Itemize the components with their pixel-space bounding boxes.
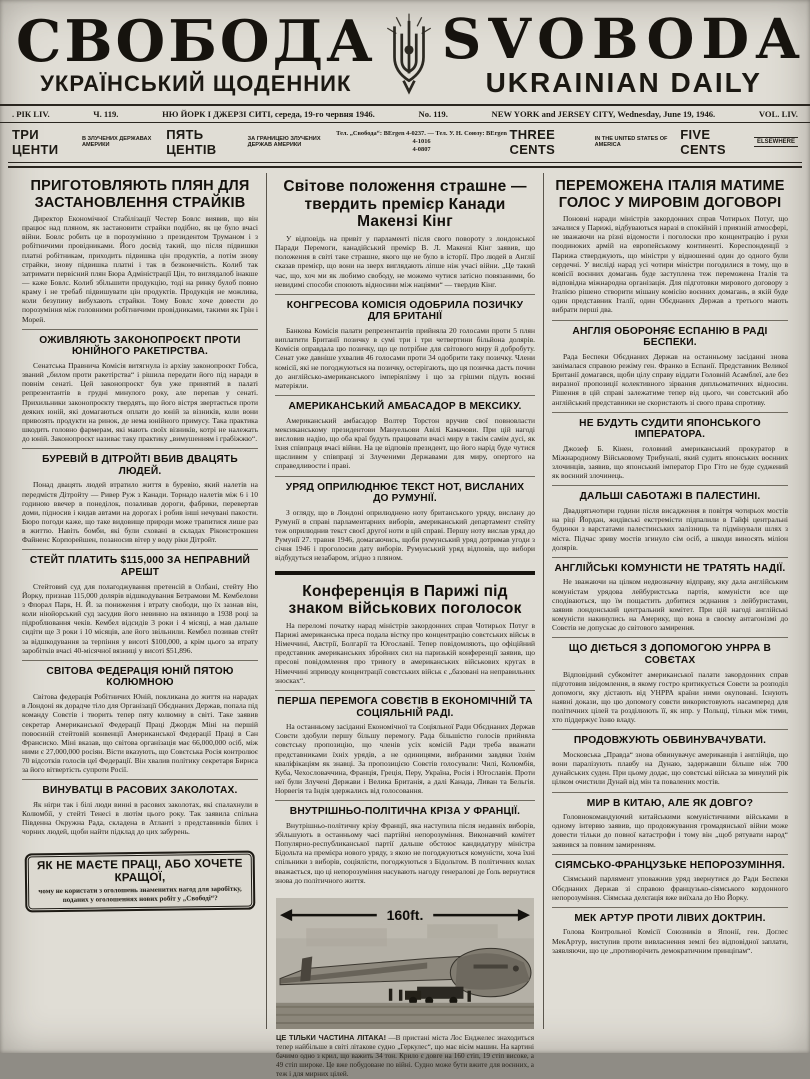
article-body: Понад двацять людей втратило життя в буревію, який налетів на передмістя Дітройту — Ривер Руж з Канади. Торнадо налетів між 6 і 10 годиною ввечер в понеділок, позаливав дороги, фабрики, перевертав доми, підносив і кидав автами на дорогах і робив інші нечувані пакости. Бюро погоди каже, що таке видовище природи може трапитися лише раз в життю. Навіть бомби, які були сховані в складах Ріконстрокшен Файненс Корпорейшен, позаносив вітер у воду ріки Дітройт. — [22, 480, 258, 545]
article-body: Сенатська Правнича Комісія витягнула із архіву законопроєкт Гобса, званий „билом проти ракетірства“ і рішила передати його під наради в повнім сенаті. Цей законопроєкт був уже принятий в палаті репрезентантів в грудні минулого року, але перепав у сенаті. Прихильники законопроєкту твердять, що його вістря звертається проти деяких юній, які домагаються оплати до юній за візників, коли вони привозять продукти на ринок, де нема юнійного примусу. Така практика шкодить головно фармерам, які мають своїх візників, котрі не належать до юній. Законопроєкт називає таку практику „вимушенням і грабіжжю“. — [22, 360, 258, 444]
article — [22, 448, 258, 549]
tryzub-trident-icon — [380, 10, 438, 102]
article-columns — [0, 168, 810, 1078]
article-body: Банкова Комісія палати репрезентантів прийняла 20 голосами проти 5 плян виплатити Британії позичку в сумі три і три четвертини більйона долярів. Комісія оправдала цю позичку, що це потрібне для світового миру й добробуту. Сенат уже давніше ухвалив 46 голосами проти 34 одобрити таку позичку. Члени комісії, які не погоджуються на позичку, остерігають, що ця позичка дасть почин до англійсько-американського імперіялізму і що за грішми підуть воєнні матеріяли. — [275, 326, 535, 390]
article — [275, 571, 535, 690]
photo-caption-lead: ЦЕ ТІЛЬКИ ЧАСТИНА ЛІТАКА! — [276, 1032, 387, 1042]
volume-english: VOL. LIV. — [758, 109, 798, 119]
masthead — [0, 0, 810, 104]
article-headline: ВИНУВАТЦІ В РАСОВИХ ЗАКОЛОТАХ. — [42, 785, 238, 797]
article — [22, 779, 258, 841]
article — [275, 173, 535, 294]
article-headline: АНГЛІЙСЬКІ КОМУНІСТИ НЕ ТРАТЯТЬ НАДІЇ. — [554, 562, 786, 574]
article-headline: ОЖИВЛЯЮТЬ ЗАКОНОПРОЄКТ ПРОТИ ЮНІЙНОГО РАКЕТІРСТВА. — [39, 334, 241, 358]
newspaper-title-ukrainian: СВОБОДА — [16, 7, 376, 75]
article — [552, 173, 788, 320]
elsewhere-label: ELSEWHERE — [754, 137, 798, 147]
issue-number-ukrainian: Ч. 119. — [93, 109, 119, 119]
left-column — [14, 173, 266, 1029]
article-headline: АНГЛІЯ ОБОРОНЯЄ ЕСПАНІЮ В РАДІ БЕСПЕКИ. — [572, 325, 768, 349]
article-body: На останньому засіданні Економічної та Соціяльної Ради Обєднаних Держав Совєти здобули першу більшу перемогу. Рада більшістю голосів прийняла совєтську пропозицію, що членів усіх комісій Ради треба вважати представниками їхніх урядів, а не одиницями, вибраними завдяки їхнім кваліфікаціям як знавці. За пропозицією Совєтів голосували: Чилі, Колюмбія, Куба, Чехословаччина, Франція, Греція, Перу, Україна, Росія і Югославія. Проти неї були Злучені Держави і Велика Британія, а далі Канада, Ливан та Бельгія. Норвегія та Індія здержались від голосовання. — [275, 722, 535, 796]
classified-ad-box — [25, 850, 256, 911]
article-headline: НЕ БУДУТЬ СУДИТИ ЯПОНСЬКОГО ІМПЕРАТОРА. — [579, 417, 761, 441]
article — [275, 690, 535, 800]
article-headline: СВІТОВА ФЕДЕРАЦІЯ ЮНІЙ ПЯТОЮ КОЛЮМНОЮ — [46, 665, 234, 689]
priceline — [0, 123, 810, 162]
article-body: Не зважаючи на цілком недвозначну відправу, яку дала англійським комуністам урядова лейбуристська партія, комуністи все ще сподіваються, що їм пощастить добитися зєднання з лейбуристами, заявив лондонський центральний комітет. При цій нагоді англійські комуністи накинулись на Америку, що вона в своєму антагонізмі до Совєтів не допускає до світового замирення. — [552, 577, 788, 633]
article-body: Стейтовий суд для полагоджування претенсій в Олбані, стейту Ню Йорку, признав 115,000 долярів відшкодування Бетрамови М. Кембелови з Флорал Парк, Н. Й. за пониження і втрату свободи, що їх зазнав він, коли ніюйорський суд засудив його невинно на вязницю в 1938 році за підроблювання чеків. Кембел відсидів 3 роки і 4 місяці, а мав дальше сидіти ще 3 роки і 10 місяців, але його звільнили. Кембел позивав стейт за відшкодування за терпіння у висоті $100,000, а крім цього за втрату заробітків вчасі 40-місячної вязниці у висоті $51,896. — [22, 581, 258, 655]
article — [275, 476, 535, 568]
right-column — [544, 173, 796, 1029]
price-three-cents-en: THREE CENTS IN THE UNITED STATES OF AMERICA — [509, 127, 668, 157]
article — [552, 637, 788, 729]
article-body: У відповідь на привіт у парламенті після свого повороту з лондонської Паради Перемоги, канадійський премієр В. Л. Макензі Кінг заявив, що положення в світі таке страшне, якого ще не було в історії. Про людей в Англії сказав премієр, що вони на зверх виглядають ліпше ніж учасі війни. „Це такий час, що, хоч ми як любимо свободу, не можемо чутися затісно повязаними, бо невидимі способи споюють відносини між націями“ — твердив Кінг. — [275, 233, 535, 289]
article-body: Директор Економічної Стабілізації Честер Бовлс виявив, що він працює над пляном, як застановити страйки подібно, як це було вчасі війни. Бовлс робить це в порозумінню з президентом Труманом і з робітничими провідниками. Його досвід такий, що після підвишки платні робітникам, приходить підвишка цін продуктів, а потім знову страйки, знову підвишка платні і так в безконечність. Колиб так затримати первісний плян Бюра Адміністрації Цін, то виглядалоб інакше — каже Бовлс. Колиб збільшити продукцію, тоді на ринку булоб повно краму і не требаб підвишувати цін продуктів. Продукція не можлива, коли безупину вибухають страйки. Тому Бовлс хоче довести до порозуміння між головними робітничими провідниками, такими як Грін і Морей. — [22, 214, 258, 324]
article — [552, 792, 788, 854]
article-body: На переломі початку нарад міністрів закордонних справ Чотирьох Потуг в Парижі американська преса подала вістку про концентрацію совєтських військ в Німеччині, Австрії, Болгарії та Югославії. Тепер повідомляють, що офіційний представник американських збройних сил на паризькій конференції заявив, що пресові повідомлення про тривогу в американських військових кругах в Німеччині зприводу концентрації совєтських військ є „базовані на неправильних зносках“. — [275, 620, 535, 685]
article-headline: КОНГРЕСОВА КОМІСІЯ ОДОБРИЛА ПОЗИЧКУ ДЛЯ БРИТАНІЇ — [286, 299, 524, 323]
article-headline: ВНУТРІШНЬО-ПОЛІТИЧНА КРІЗА У ФРАНЦІЇ. — [289, 806, 521, 818]
article — [552, 320, 788, 412]
article-headline: МИР В КИТАЮ, АЛЕ ЯК ДОВГО? — [586, 797, 754, 809]
newspaper-subtitle-ukrainian: УКРАЇНСЬКИЙ ЩОДЕННИК — [40, 71, 352, 97]
article — [22, 173, 258, 329]
photo-caption-text: —В пристані міста Лос Енджелес знаходиться тепер найбільше в світі літакове судно „Геркулес“, що має вісім машин. На картині бачимо одно з крил, що важить 34 тон. Крило є довге на 160 стіп, 19 стіп високе, а 49 стіп широке. Це вже побудоване по війні. Судно може бути вжите для воєнних, а теж і для мирних цілей. — [276, 1033, 535, 1078]
article-body: Головнокомандуючий китайськими комуністичними військами в одному інтервю заявив, що продовжування громадянської війни може довести тільки до повної катастрофи і тому він „щоб рятувати народ“ заявився за повним замиренням. — [552, 812, 788, 849]
article-headline: ПЕРША ПЕРЕМОГА СОВЄТІВ В ЕКОНОМІЧНІЙ ТА СОЦІЯЛЬНІЙ РАДІ. — [277, 695, 533, 719]
price-five-cents-en: FIVE CENTS ELSEWHERE — [680, 127, 798, 157]
newspaper-title-english: SVOBODA — [441, 6, 806, 72]
article — [275, 395, 535, 475]
dateline — [0, 104, 810, 123]
article — [275, 800, 535, 890]
photo-illustration — [276, 898, 534, 1029]
arrow-label-160ft: 160ft. — [386, 907, 424, 924]
city-date-english: NEW YORK and JERSEY CITY, Wednesday, June 19, 1946. — [491, 109, 716, 119]
article-body: Двадцятьчотири години після висадження в повітря чотирьох мостів на ріці Йордан, жидівські екстремісти підпалили в Гайфі центральні будинки з варстатами палестинських залізниць та підмінували шлях з міста. Підчас зриву мостів згинуло сім осіб, а шкоди виносять міліон долярів. — [552, 506, 788, 552]
article-body: З огляду, що в Лондоні оприлюднено ноту британського уряду, вислану до Румунії в справі парламентарних виборів, американський департамент стейту теж оприлюднив текст своєї другої ноти в цій справі. Першу ноту вислав уряд до Румунії 27. травня 1946, домагаючись, щоби румунський уряд дотримав угоди з січня 1946 і проголосив дату виборів. Румунський уряд відповів, що вибори відбудуться незабаром, згідно з пляном. — [275, 507, 535, 563]
article — [22, 660, 258, 780]
article-body: Голова Контрольної Комісії Союзників в Японії, ген. Доґлес МекАртур, виступив проти вивласнення землі без відповідної заплати, заявляючи, що це „противорічить демократичним принціпам“. — [552, 927, 788, 955]
article-headline: АМЕРИКАНСЬКИЙ АМБАСАДОР В МЕКСИКУ. — [288, 401, 522, 413]
price-five-cents-uk: ПЯТЬ ЦЕНТІВ ЗА ГРАНИЦЕЮ ЗЛУЧЕНИХ ДЕРЖАВ АМЕРИКИ — [166, 127, 321, 157]
article — [552, 907, 788, 960]
article-body: Московська „Правда“ знова обвинувачує американців і англійців, що вони паралізують плавбу на Дунаю, задержавши більше ніж 700 дунайських суден. При цьому додає, що совєтські війська за минулий рік цілком очистили Дунай від мін та повалених мостів. — [552, 750, 788, 787]
article — [552, 485, 788, 556]
photo-caption — [276, 1033, 534, 1079]
article — [22, 549, 258, 659]
article-headline: ПЕРЕМОЖЕНА ІТАЛІЯ МАТИМЕ ГОЛОС У МИРОВІМ ДОГОВОРІ — [555, 178, 785, 211]
article-body: Відповідний субкомітет американської палати закордонних справ підготовив звідомлення, в якому гостро критикується Совєти за розподіл допомоги, яку дістають від УНРРА країни ними окуповані. Існують наявні докази, що цю допомогу совєти використовують насамперед для політичних цілей та розділюють її, як нпр. у Польщі, тільки між тими, хто піддержує їхню владу. — [552, 669, 788, 725]
article-body: Сіямський парлямент уповажнив уряд звернутися до Ради Беспеки Обєднаних Держав зі справою французько-сіямського кордонного непорозуміння. Сіямська делєґація вже виїхала до Ню Йорку. — [552, 874, 788, 902]
ad-headline: ЯК НЕ МАЄТЕ ПРАЦІ, АБО ХОЧЕТЕ КРАЩОЇ, — [36, 856, 243, 884]
article-headline: СТЕЙТ ПЛАТИТЬ $115,000 ЗА НЕПРАВНИЙ АРЕШТ — [29, 555, 251, 579]
article-headline: ЩО ДІЄТЬСЯ З ДОПОМОГОЮ УНРРА В СОВЄТАХ — [568, 643, 772, 666]
newspaper-subtitle-english: UKRAINIAN DAILY — [485, 66, 762, 98]
article-headline: ПРОДОВЖУЮТЬ ОБВИНУВАЧУВАТИ. — [573, 735, 767, 747]
article — [552, 412, 788, 486]
volume-ukrainian: . РІК LIV. — [12, 109, 50, 119]
article-body: Рада Беспеки Обєднаних Держав на останньому засіданні знова занімалася справою режіму ген. Франко в Еспанії. Представник Великої Британії домагався, щоби цілу справу віддати Головній Асамблеї, але без виразної пропозиції колективного зірвання дипльоматичних відносин. Рішення в цій справі залежатиме тепер від цього, чи совєтський або англійський представники не скористають зі свого права спротиву. — [552, 351, 788, 407]
article — [275, 294, 535, 395]
masthead-english — [441, 6, 806, 98]
article-body: Джозеф Б. Кінен, головний американський прокуратор в Міжнародному Військовому Трибуналі, який судить японських воєнних злочинців, заявив, що японський імператор Гіро Гіто не буде суджений як воєнний злочинець. — [552, 443, 788, 481]
article-headline: ПРИГОТОВЛЯЮТЬ ПЛЯН ДЛЯ ЗАСТАНОВЛЕННЯ СТРАЙКІВ — [30, 178, 250, 211]
article-headline: БУРЕВІЙ В ДІТРОЙТІ ВБИВ ДВАЦЯТЬ ЛЮДЕЙ. — [42, 454, 238, 477]
article-headline: УРЯД ОПРИЛЮДНЮЄ ТЕКСТ НОТ, ВИСЛАНИХ ДО РУМУНІЇ. — [285, 481, 525, 505]
article-body: Поновні наради міністрів закордонних справ Чотирьох Потуг, що зачалися у Парижі, відбуваються наразі в спокійній і приязній атмосфері, не зважаючи на різні відомости і поголоски про концентрацію і рухи поодиноких армій на европейському континенті. Кореспонденції з Парижа стверджують, що міністри у відношенні один до одного були сердечні. У висліді нарад усі чотири міністри погодилися в тому, що в комісії воєнних домагань буде заступлена теж переможена Італія та відповідна міжнародна організація. Для підготовки мирового договору з Італією рішено створити мішану комісію воєнних домагань, в якій буде один представник Італії, один Обєднаних Держав а третього мають вибрати перші два. — [552, 214, 788, 315]
masthead-ukrainian — [16, 7, 376, 97]
article-headline: Конференція в Парижі під знаком військових поголосок — [288, 582, 522, 618]
article-body: Внутрішньо-політичну крізу Франції, яка наступила після недавніх виборів, збільшують в останньому часі партійні непорозуміння. Виконавчий комітет Популярно-республиканської партії дальше обстоює кандидатуру міністра Бідольта на премієра нового уряду, з якою не погоджуються комуністи, хоча їхні спільники з виборів, соціялісти, погоджуються з Бідольтом. В політичних колах вважається, що ці непорозуміння насувають нагоду генералові де Ґоль вернутися знова до політичного життя. — [275, 820, 535, 885]
telephone-numbers: Тел. „Свобода“: BErgen 4-0237. — Тел. У. Н. Союзу: BErgen 4-1016 4-0807 — [336, 129, 507, 154]
article-headline: МЕК АРТУР ПРОТИ ЛІВИХ ДОКТРИН. — [574, 912, 766, 924]
center-column — [267, 173, 543, 1078]
issue-number-english: No. 119. — [418, 109, 448, 119]
article-headline: ДАЛЬШІ САБОТАЖІ В ПАЛЕСТИНІ. — [579, 491, 761, 503]
article — [552, 557, 788, 637]
city-date-ukrainian: НЮ ЙОРК І ДЖЕРЗІ СИТІ, середа, 19-го червня 1946. — [162, 109, 375, 119]
article-body: Як ніґри так і білі люди винні в расових заколотах, які спалахнули в Колюмбії, у стейті Тенесі в лютім цього року. Так заявила спільна Південна Окружна Рада, складена в Атланті з представників білих і чорних людей, щоби найти підклад до цих забурень. — [22, 799, 258, 837]
article-body: Американський амбасадор Волтер Торстон вручив свої повновласти мексиканському президентови Мануельови Авілі Камачови. При цій нагоді висловив надію, що оба краї будуть працювати вчасі миру в такім самім дусі, як їхня співпраця вчасі війни. На це відповів президент, що його нарід буде чутися щасливим у співпраці зі Злученими Державами для миру, опертого на справедливости і праві. — [275, 415, 535, 471]
article — [552, 854, 788, 907]
article — [22, 329, 258, 449]
article — [552, 729, 788, 791]
article-body: Світова федерація Робітничих Юній, покликана до життя на нарадах в Лондоні як дорадче тіло для Організації Обєднаних Держав, попала під команду Совєтів і творить тепер пяту колюмну в світі. Таке заявив секретар Американської Федерації Праці Джордж Міні на першій повоєнній стейтовій конвенції Американської Федерації Праці в Сан Франсиско. Міні вказав, що світова організація має 66,000,000 осіб, між ними є 27,000,000 росіян. Вісти вказують, що Совєтська Росія контролює 70 відсотків голосів цеї Федерації. Він хвалив політику секретаря Бирнса за його вітвертість супроти Росії. — [22, 692, 258, 775]
airplane-wing-photo — [276, 898, 534, 1079]
ad-text: чому не користати з оголошень знаменитих нагод для заробітку, поданих у оголошеннях нових робіт у „Свободі“? — [38, 884, 242, 904]
article-headline: СІЯМСЬКО-ФРАНЦУЗЬКЕ НЕПОРОЗУМІННЯ. — [554, 859, 786, 871]
article-headline: Світове положення страшне — твердить премієр Канади Макензі Кінг — [283, 178, 527, 231]
price-three-cents-uk: ТРИ ЦЕНТИ В ЗЛУЧЕНИХ ДЕРЖАВАХ АМЕРИКИ — [12, 127, 152, 157]
